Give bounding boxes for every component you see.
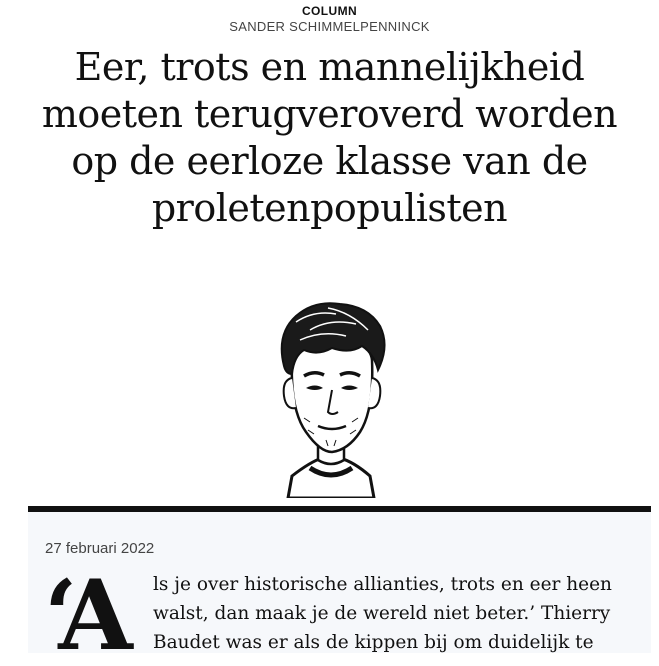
publish-date: 27 februari 2022 [45, 540, 155, 557]
column-kicker[interactable]: COLUMN [301, 4, 358, 18]
author-name[interactable]: SANDER SCHIMMELPENNINCK [229, 19, 430, 34]
article-headline: Eer, trots en mannelijkheid moeten terugveroverd worden op de eerloze klasse van de proletenpopulisten [41, 45, 618, 230]
article-lead-paragraph: ls je over historische allianties, trots en eer heen walst, dan maak je de wereld niet beter.’ Thierry Baudet was er als de kippen bij om duidelijk te [153, 574, 612, 653]
dropcap: ‘A [44, 566, 127, 666]
author-portrait-drawing-icon [270, 300, 392, 498]
